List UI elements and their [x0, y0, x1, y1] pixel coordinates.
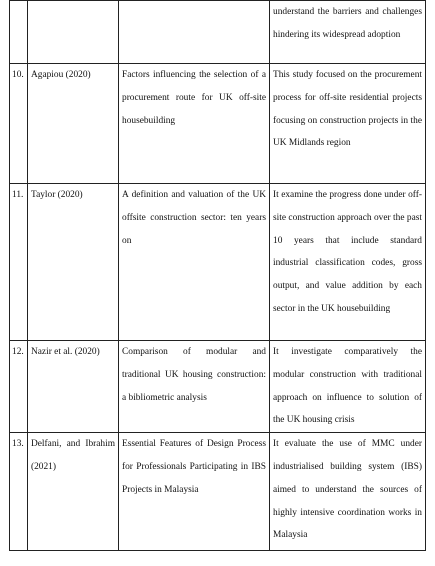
title-cell: A definition and valuation of the UK offsite construction sector: ten years on [119, 184, 270, 341]
author-cell [28, 1, 119, 64]
row-number: 11. [10, 184, 28, 341]
row-number: 13. [10, 433, 28, 551]
author-cell: Taylor (2020) [28, 184, 119, 341]
table-row [10, 341, 426, 433]
row-number: 10. [10, 64, 28, 184]
description-cell: understand the barriers and challenges hindering its widespread adoption [270, 1, 426, 64]
description-cell: This study focused on the procurement process for off-site residential projects focusing on construction projects in the UK Midlands region [270, 64, 426, 184]
author-cell: Agapiou (2020) [28, 64, 119, 184]
description-cell: It examine the progress done under off-site construction approach over the past 10 years that include standard industrial classification codes, gross output, and value addition by each sector in the UK housebuilding [270, 184, 426, 341]
description-cell: It investigate comparatively the modular construction with traditional approach on influence to solution of the UK housing crisis [270, 341, 426, 433]
title-cell: Comparison of modular and traditional UK housing construction: a bibliometric analysis [119, 341, 270, 433]
literature-table [9, 0, 426, 551]
table-row [10, 64, 426, 184]
description-cell: It evaluate the use of MMC under industrialised building system (IBS) aimed to understand the sources of highly intensive coordination works in Malaysia [270, 433, 426, 551]
row-number: 12. [10, 341, 28, 433]
author-cell: Delfani, and Ibrahim (2021) [28, 433, 119, 551]
title-cell: Essential Features of Design Process for Professionals Participating in IBS Projects in Malaysia [119, 433, 270, 551]
table-row [10, 433, 426, 551]
author-cell: Nazir et al. (2020) [28, 341, 119, 433]
title-cell: Factors influencing the selection of a procurement route for UK off-site housebuilding [119, 64, 270, 184]
title-cell [119, 1, 270, 64]
row-number [10, 1, 28, 64]
table-row [10, 1, 426, 64]
table-row [10, 184, 426, 341]
